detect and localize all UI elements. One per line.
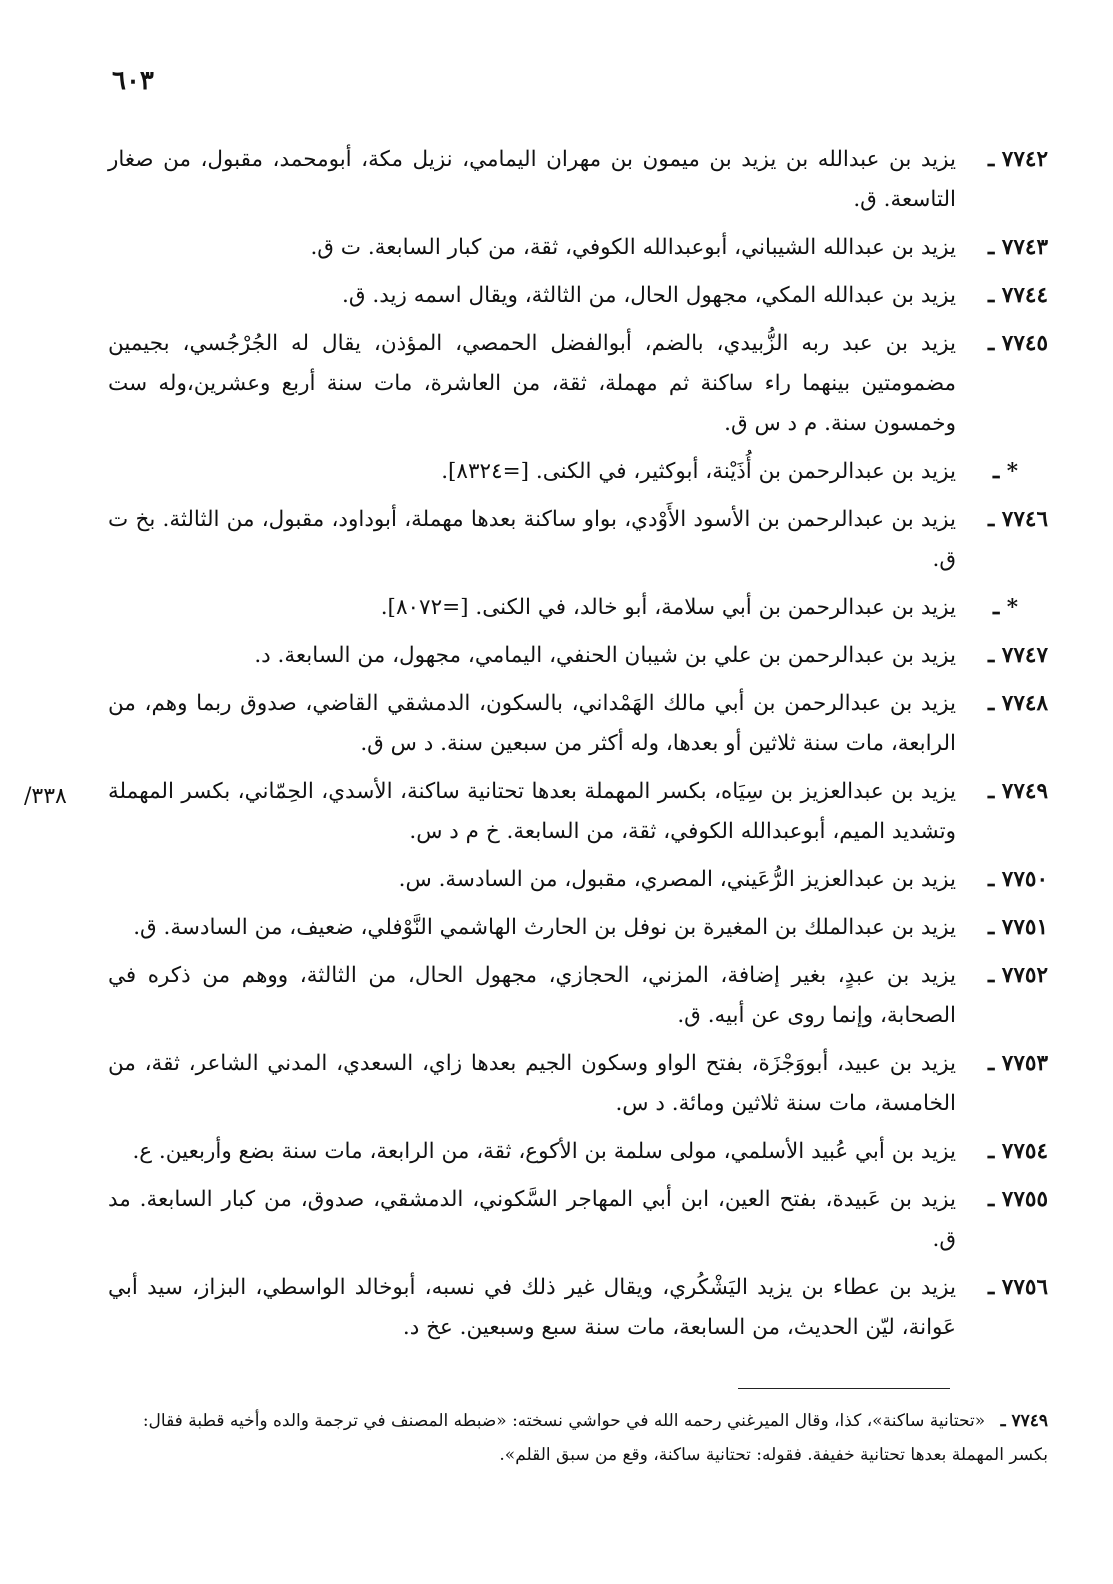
biography-entries [108,140,1048,1356]
entry-text: يزيد بن عبدالرحمن بن أبي مالك الهَمْداني، بالسكون، الدمشقي القاضي، صدوق ربما وهم، من الرابعة، مات سنة ثلاثين أو بعدها، وله أكثر من سبعين سنة. د س ق. [108,691,956,756]
entry-text: يزيد بن عبدالله المكي، مجهول الحال، من الثالثة، ويقال اسمه زيد. ق. [342,283,956,308]
entry-7750 [108,860,1048,900]
entry-text: يزيد بن عبدالملك بن المغيرة بن نوفل بن الحارث الهاشمي النَّوْفلي، ضعيف، من السادسة. ق. [133,915,956,940]
entry-7755 [108,1180,1048,1260]
footnote-text: «تحتانية ساكنة»، كذا، وقال الميرغني رحمه الله في حواشي نسخته: «ضبطه المصنف في ترجمة والده وأخيه قطبة فقال: بكسر المهملة بعدها تحتانية خفيفة. فقوله: تحتانية ساكنة، وقع من سبق القلم». [142,1411,1048,1465]
entry-7743 [108,228,1048,268]
footnote-number: ٧٧٤٩ ـ [1000,1411,1048,1431]
entry-number: ٧٧٥٣ ـ [988,1051,1048,1076]
entry-text: يزيد بن عبيد، أبووَجْزَة، بفتح الواو وسكون الجيم بعدها زاي، السعدي، المدني الشاعر، ثقة، من الخامسة، مات سنة ثلاثين ومائة. د س. [108,1051,956,1116]
entry-7745 [108,324,1048,444]
entry-text: يزيد بن عبدالرحمن بن أُذَيْنة، أبوكثير، في الكنى. [=٨٣٢٤]. [441,459,956,484]
entry-7756 [108,1268,1048,1348]
entry-number: ٧٧٤٦ ـ [988,507,1048,532]
footnote-divider [738,1388,950,1389]
entry-number: ٧٧٤٢ ـ [988,147,1048,172]
entry-text: يزيد بن عبدالعزيز الرُّعَيني، المصري، مقبول، من السادسة. س. [398,867,956,892]
entry-text: يزيد بن أبي عُبيد الأسلمي، مولى سلمة بن الأكوع، ثقة، من الرابعة، مات سنة بضع وأربعين. ع. [132,1139,956,1164]
entry-cross-reference [108,452,1048,492]
entry-number: ٧٧٥٠ ـ [988,867,1048,892]
entry-cross-reference [108,588,1048,628]
entry-number: ٧٧٤٨ ـ [988,691,1048,716]
entry-text: يزيد بن عبدالرحمن بن علي بن شيبان الحنفي، اليمامي، مجهول، من السابعة. د. [254,643,956,668]
entry-number: ٧٧٥٦ ـ [988,1275,1048,1300]
entry-number: ٧٧٥٢ ـ [988,963,1048,988]
entry-number: ٧٧٤٣ ـ [988,235,1048,260]
entry-7751 [108,908,1048,948]
entry-text: يزيد بن عبدالرحمن بن أبي سلامة، أبو خالد، في الكنى. [=٨٠٧٢]. [380,595,956,620]
entry-number: ٧٧٤٧ ـ [988,643,1048,668]
entry-7746 [108,500,1048,580]
entry-text: يزيد بن عَبيدة، بفتح العين، ابن أبي المهاجر السَّكوني، الدمشقي، صدوق، من كبار السابعة. مد ق. [108,1187,956,1252]
entry-number: ٧٧٥٥ ـ [988,1187,1048,1212]
footnote [108,1404,1048,1472]
entry-7747 [108,636,1048,676]
page-number: ٦٠٣ [112,66,154,96]
entry-number: ٧٧٥١ ـ [988,915,1048,940]
entry-number: ٧٧٤٩ ـ [988,779,1048,804]
entry-number: ٧٧٥٤ ـ [988,1139,1048,1164]
entry-text: يزيد بن عبدالرحمن بن الأسود الأَوْدي، بواو ساكنة بعدها مهملة، أبوداود، مقبول، من الثالثة. بخ ت ق. [108,507,956,572]
entry-text: يزيد بن عبدالله الشيباني، أبوعبدالله الكوفي، ثقة، من كبار السابعة. ت ق. [310,235,956,260]
entry-text: يزيد بن عبدالعزيز بن سِيَاه، بكسر المهملة بعدها تحتانية ساكنة، الأسدي، الحِمّاني، بكسر المهملة وتشديد الميم، أبوعبدالله الكوفي، ثقة، من السابعة. خ م د س. [108,779,956,844]
entry-7744 [108,276,1048,316]
entry-7742 [108,140,1048,220]
entry-text: يزيد بن عبدٍ، بغير إضافة، المزني، الحجازي، مجهول الحال، من الثالثة، ووهم من ذكره في الصحابة، وإنما روى عن أبيه. ق. [108,963,956,1028]
entry-7749 [108,772,1048,852]
margin-page-reference: ٣٣٨/ [24,784,67,809]
entry-number: ٧٧٤٤ ـ [988,283,1048,308]
entry-number: ٧٧٤٥ ـ [988,331,1048,356]
entry-marker: * ـ [992,595,1018,620]
entry-7752 [108,956,1048,1036]
entry-7754 [108,1132,1048,1172]
entry-7753 [108,1044,1048,1124]
entry-text: يزيد بن عبد ربه الزُّبيدي، بالضم، أبوالفضل الحمصي، المؤذن، يقال له الجُرْجُسي، بجيمين مضمومتين بينهما راء ساكنة ثم مهملة، ثقة، من العاشرة، مات سنة أربع وعشرين،وله ست وخمسون سنة. م د س ق. [108,331,956,436]
entry-text: يزيد بن عطاء بن يزيد اليَشْكُري، ويقال غير ذلك في نسبه، أبوخالد الواسطي، البزاز، سيد أبي عَوانة، ليّن الحديث، من السابعة، مات سنة سبع وسبعين. عخ د. [108,1275,956,1340]
entry-marker: * ـ [992,459,1018,484]
entry-text: يزيد بن عبدالله بن يزيد بن ميمون بن مهران اليمامي، نزيل مكة، أبومحمد، مقبول، من صغار التاسعة. ق. [108,147,956,212]
entry-7748 [108,684,1048,764]
